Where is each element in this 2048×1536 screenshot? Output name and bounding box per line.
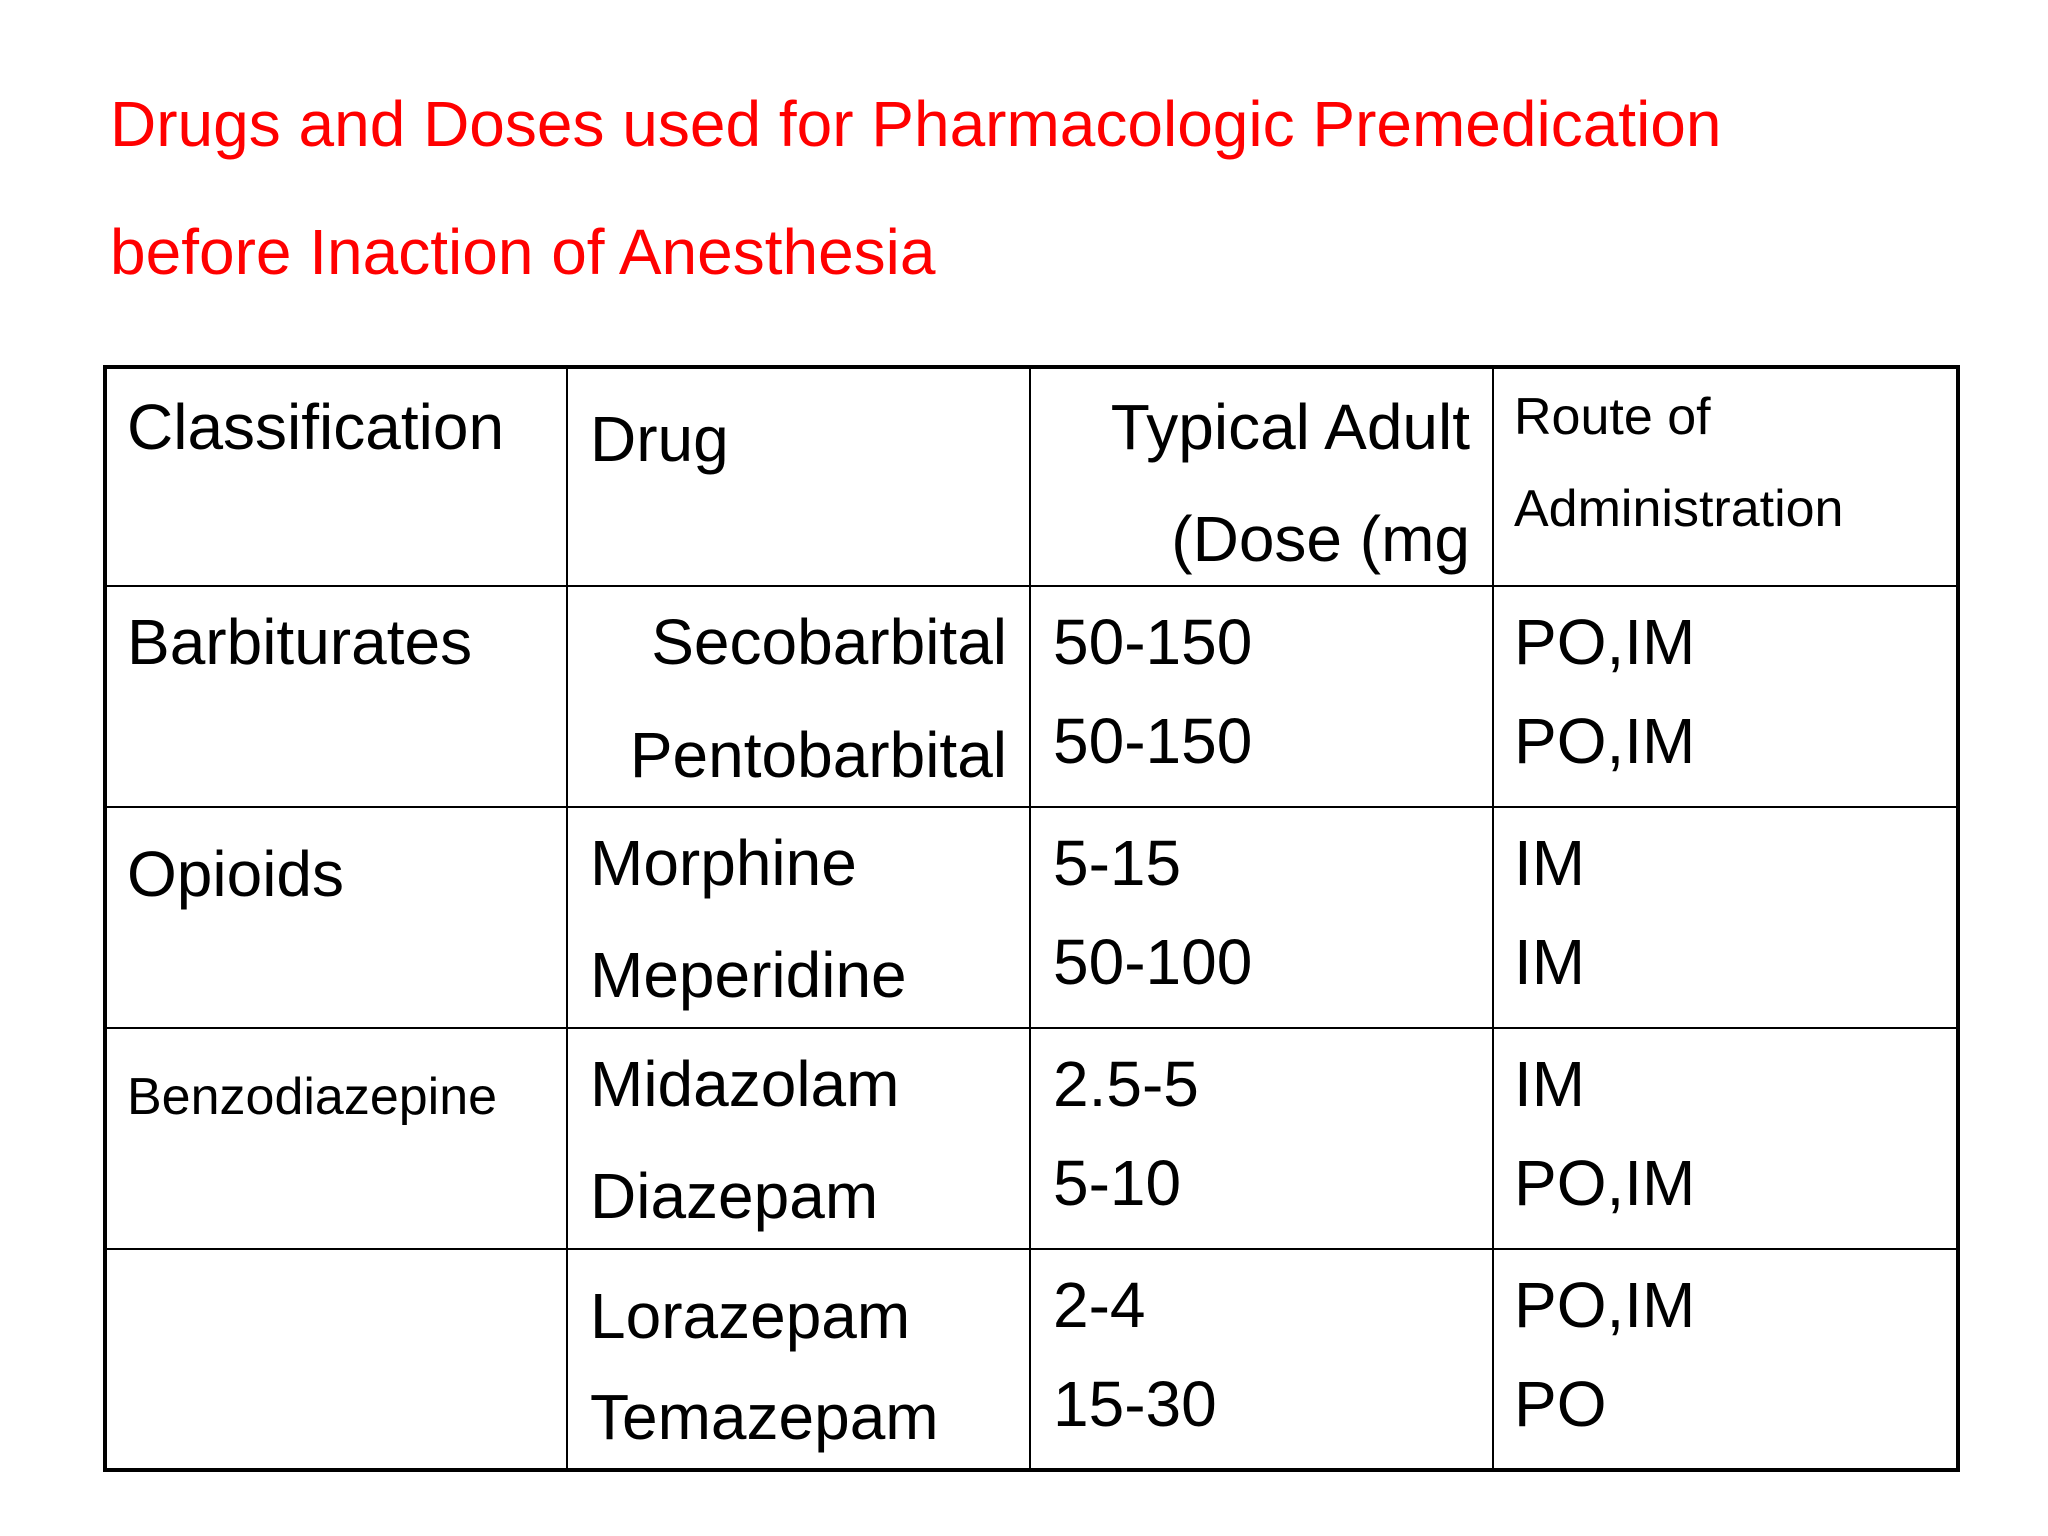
header-dose-cell [1030,367,1493,586]
route-value: IM [1514,827,1586,899]
table-row-barbiturates [105,586,1958,807]
dose-value: 2.5-5 [1053,1048,1199,1120]
title-line-2: before Inaction of Anesthesia [110,216,936,288]
header-classification-cell [105,367,567,586]
route-value: IM [1514,1048,1586,1120]
route-value: PO,IM [1514,705,1696,777]
dose-cell [1030,1028,1493,1249]
dose-value: 50-150 [1053,606,1253,678]
header-row [105,367,1958,586]
header-route-line-2: Administration [1514,480,1844,538]
drug-name: Midazolam [590,1048,900,1120]
drug-name: Meperidine [590,939,907,1011]
dose-cell [1030,1249,1493,1470]
classification-cell [105,807,567,1028]
dose-value: 50-150 [1053,705,1253,777]
dose-value: 15-30 [1053,1368,1217,1440]
drug-name: Pentobarbital [629,719,1007,791]
drug-cell [567,807,1030,1028]
route-cell [1493,1249,1958,1470]
route-cell [1493,807,1958,1028]
table-row-benzodiazepine [105,1028,1958,1249]
classification-label: Opioids [127,838,344,910]
drug-name: Temazepam [590,1381,939,1453]
classification-cell [105,1249,567,1470]
header-route-line-1: Route of [1514,388,1711,446]
title-line-1: Drugs and Doses used for Pharmacologic Premedication [110,88,1722,160]
premedication-table [103,365,1960,1472]
dose-value: 50-100 [1053,926,1253,998]
dose-value: 2-4 [1053,1269,1146,1341]
drug-name: Morphine [590,827,857,899]
classification-label: Barbiturates [127,606,473,678]
table-row-opioids [105,807,1958,1028]
header-classification: Classification [127,391,505,463]
route-value: PO [1514,1368,1607,1440]
route-value: PO,IM [1514,1269,1696,1341]
header-route-cell [1493,367,1958,586]
header-dose-line-1: Typical Adult [1110,391,1470,463]
classification-cell [105,1028,567,1249]
drug-name: Diazepam [590,1160,879,1232]
dose-cell [1030,586,1493,807]
drug-cell [567,586,1030,807]
dose-value: 5-15 [1053,827,1182,899]
route-cell [1493,1028,1958,1249]
classification-label: Benzodiazepine [127,1068,498,1126]
route-value: PO,IM [1514,1147,1696,1219]
header-drug: Drug [590,403,729,475]
drug-cell [567,1028,1030,1249]
route-value: PO,IM [1514,606,1696,678]
classification-cell [105,586,567,807]
header-dose-line-2: (Dose (mg [1171,503,1470,575]
dose-value: 5-10 [1053,1147,1182,1219]
dose-cell [1030,807,1493,1028]
route-cell [1493,586,1958,807]
route-value: IM [1514,926,1586,998]
header-drug-cell [567,367,1030,586]
table-row-benzodiazepine-continued [105,1249,1958,1470]
drug-cell [567,1249,1030,1470]
drug-name: Lorazepam [590,1280,911,1352]
drug-name: Secobarbital [651,606,1007,678]
